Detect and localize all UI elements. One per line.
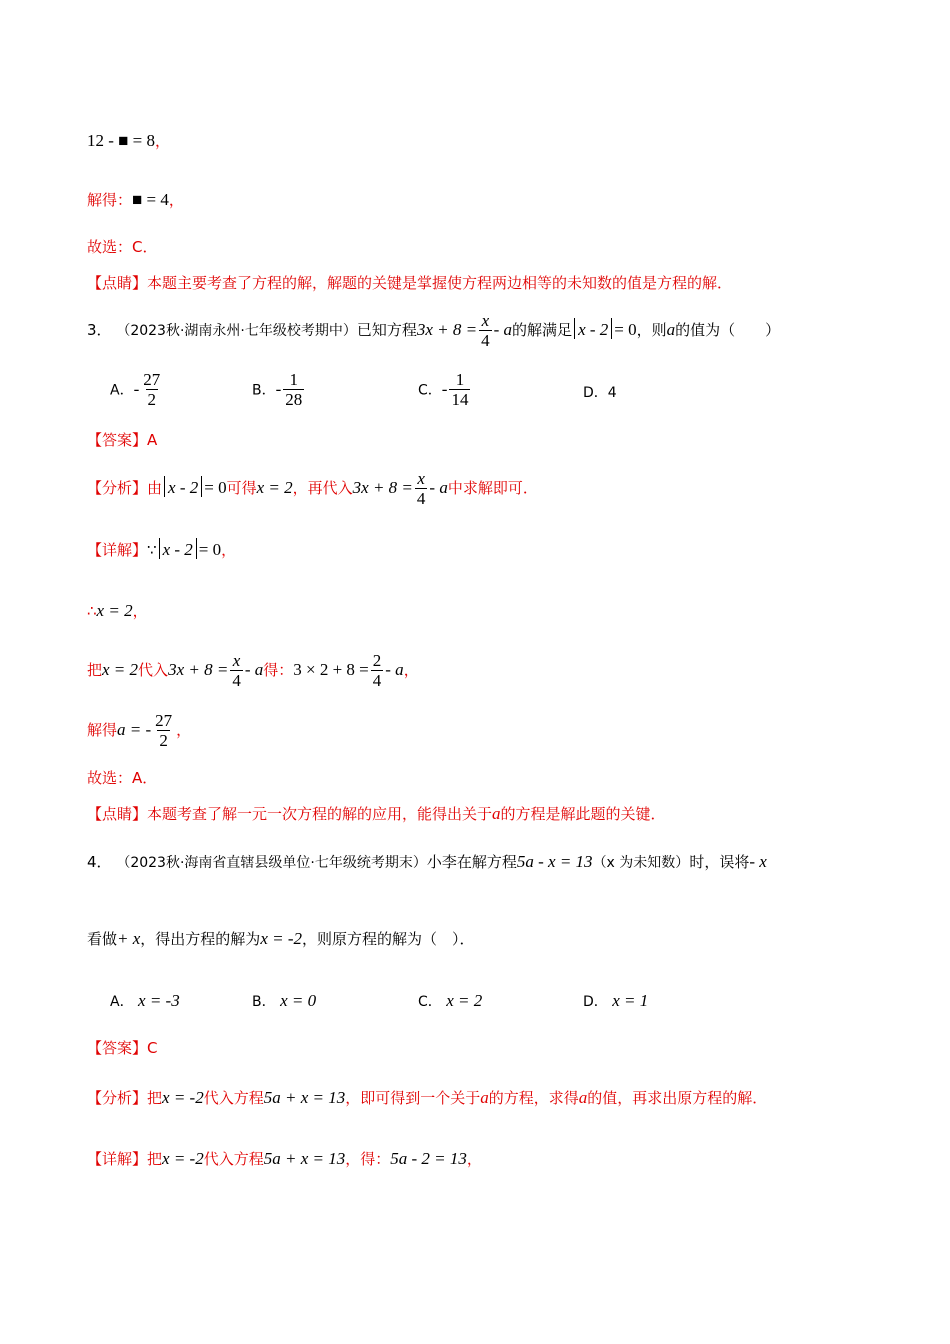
fraction: $\frac{x}{4}$	[416, 469, 426, 508]
question-source: （2023秋·湖南永州·七年级校考期中）	[116, 323, 357, 339]
tip-label: 【点睛】	[87, 274, 148, 292]
answer-label: 【答案】	[87, 1039, 148, 1057]
option-d: D． x = 1	[583, 991, 649, 1010]
option-b: B．- $\frac{1}{28}$	[252, 370, 303, 409]
detail-line-1: 【详解】∵ x - 2 = 0，	[87, 540, 237, 559]
math-expression: 12 - ■ = 8	[87, 131, 156, 150]
option-a: A． x = -3	[110, 991, 180, 1010]
absolute-value: x - 2	[159, 538, 197, 559]
question-4-stem-line-1: 4． （2023秋·海南省直辖县级单位·七年级统考期末）小李在解方程5a - x = 13（x 为未知数）时，误将- x	[87, 852, 767, 871]
option-b: B． x = 0	[252, 991, 317, 1010]
option-d: D．4	[583, 385, 617, 401]
question-3-stem: 3． （2023秋·湖南永州·七年级校考期中）已知方程3x + 8 = $\frac{x}{4}$ - a的解满足 x - 2 = 0，则a的值为（ ）	[87, 311, 781, 350]
detail-paragraph: 【详解】把x = -2代入方程5a + x = 13，得：5a - 2 = 13，	[87, 1149, 482, 1168]
detail-line-3: 把x = 2代入3x + 8 = $\frac{x}{4}$ - a得：3 × 2 + 8 = $\frac{2}{4}$ - a，	[87, 651, 419, 690]
answer-value: A	[147, 431, 158, 449]
option-c: C． x = 2	[418, 991, 483, 1010]
tip-paragraph: 【点睛】本题考查了解一元一次方程的解的应用，能得出关于a的方程是解此题的关键．	[87, 804, 666, 823]
tip-paragraph: 【点睛】本题主要考查了方程的解，解题的关键是掌握使方程两边相等的未知数的值是方程的解．	[87, 274, 733, 292]
detail-line-4: 解得a = - $\frac{27}{2}$ ，	[87, 711, 192, 750]
question-source: （2023秋·海南省直辖县级单位·七年级统考期末）	[116, 855, 427, 871]
answer-value: C	[147, 1039, 158, 1057]
fraction: $\frac{x}{4}$	[232, 651, 241, 690]
answer-label: 【答案】	[87, 431, 148, 449]
detail-line-2: ∴x = 2，	[87, 601, 148, 620]
solution-line-equation: 12 - ■ = 8，	[87, 131, 171, 150]
answer-line	[87, 1038, 158, 1058]
analysis-paragraph: 【分析】把x = -2代入方程5a + x = 13，即可得到一个关于a的方程，求得a的值，再求出原方程的解．	[87, 1088, 768, 1107]
fraction: $\frac{2}{4}$	[372, 651, 382, 690]
solution-line-result: 解得：■ = 4，	[87, 190, 184, 209]
answer-line	[87, 430, 157, 450]
absolute-value: x - 2	[574, 318, 612, 339]
fraction: $\frac{x}{4}$	[481, 311, 490, 350]
analysis-paragraph: 【分析】由 x - 2 = 0可得x = 2，再代入3x + 8 = $\frac{x}{4}$ - a中求解即可．	[87, 469, 538, 508]
question-number: 3．	[87, 321, 112, 339]
solution-choice: 故选：C．	[87, 238, 158, 256]
solution-choice: 故选：A．	[87, 769, 158, 787]
absolute-value: x - 2	[164, 476, 202, 497]
option-a: A．- $\frac{27}{2}$	[110, 370, 161, 409]
fraction: $\frac{27}{2}$	[155, 711, 173, 750]
question-4-stem-line-2: 看做+ x，得出方程的解为x = -2，则原方程的解为（ ）．	[87, 929, 475, 948]
question-number: 4．	[87, 853, 112, 871]
option-c: C．- $\frac{1}{14}$	[418, 370, 469, 409]
